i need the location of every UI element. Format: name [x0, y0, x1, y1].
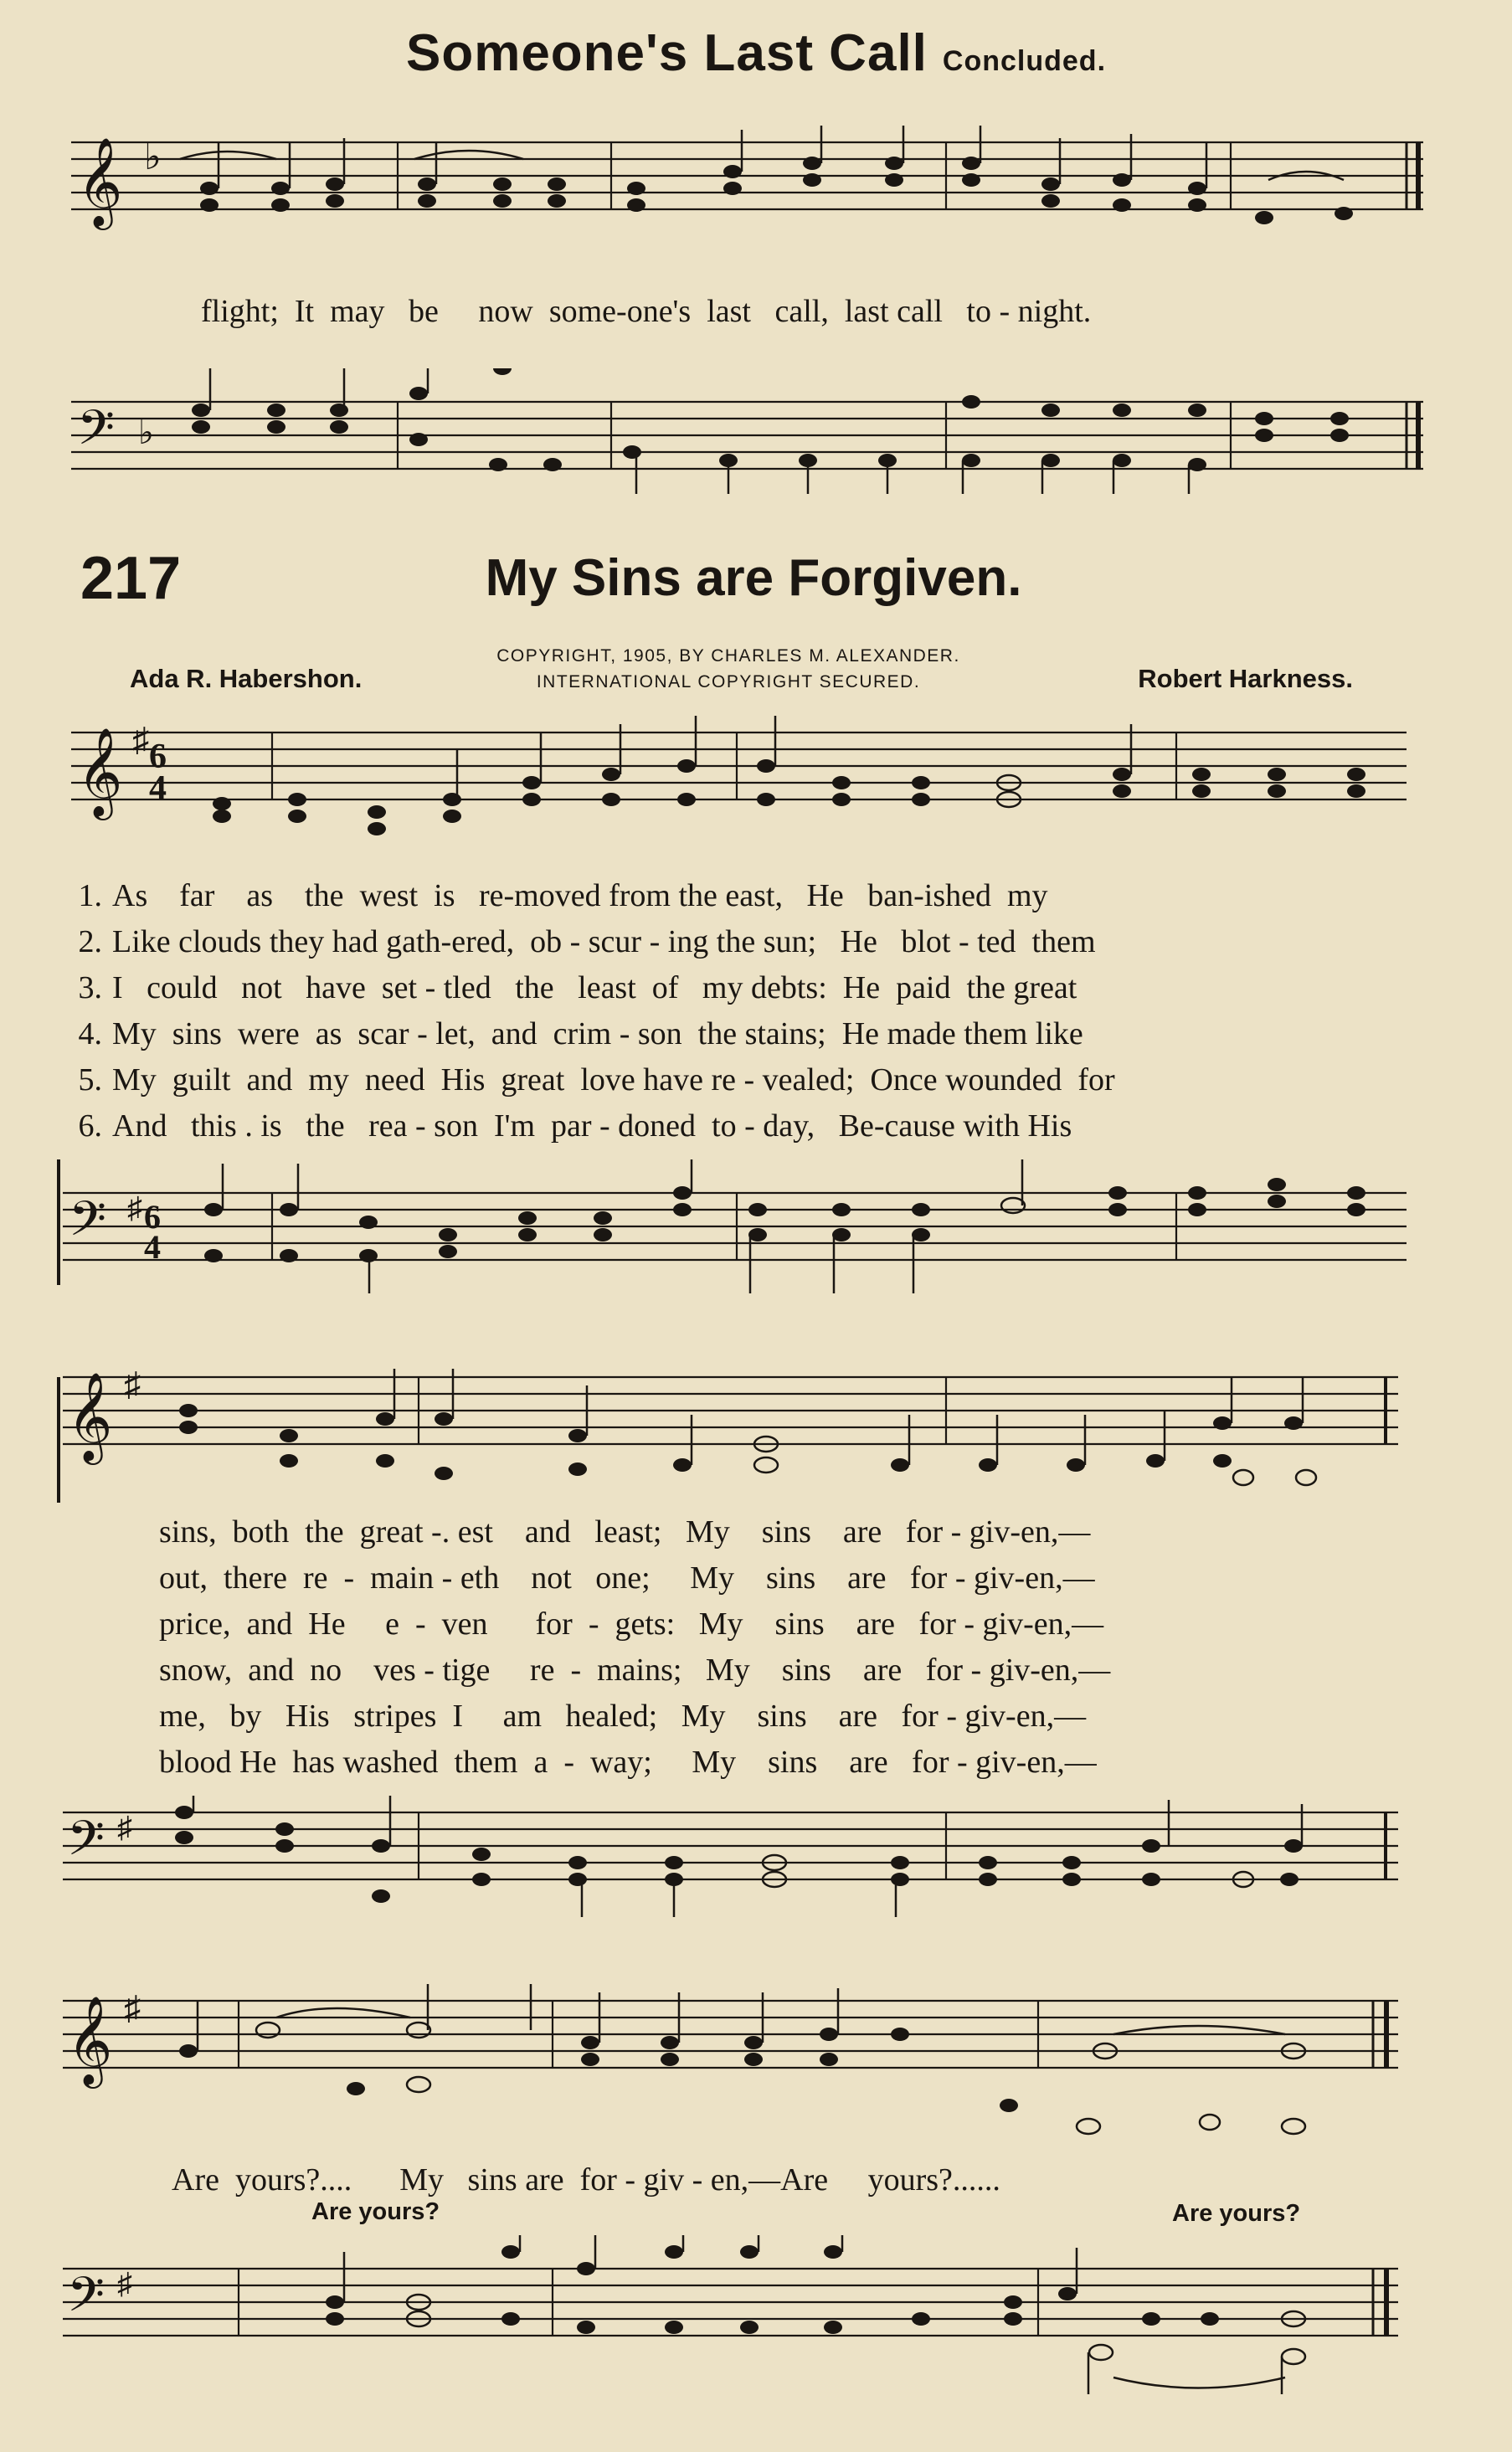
- svg-text:𝄢: 𝄢: [69, 1194, 107, 1258]
- verse-5-line-1: 5. My guilt and my need His great love have re - vealed; Once wounded for: [78, 1062, 1115, 1097]
- svg-text:♭: ♭: [144, 136, 162, 177]
- previous-hymn-treble-staff: [0, 126, 1512, 251]
- svg-text:4: 4: [144, 1228, 161, 1266]
- verse-4-line-1: 4. My sins were as scar - let, and crim - son the stains; He made them like: [78, 1016, 1083, 1051]
- svg-text:𝄞: 𝄞: [67, 1997, 113, 2083]
- hymn-title: My Sins are Forgiven.: [485, 549, 1022, 607]
- system-2-bass-staff: [0, 1796, 1512, 1921]
- svg-text:4: 4: [149, 769, 167, 808]
- verse-2-line-1: 2. Like clouds they had gath-ered, ob - scur - ing the sun; He blot - ted them: [78, 924, 1096, 959]
- svg-text:𝄞: 𝄞: [67, 1374, 113, 1459]
- author-credit: Ada R. Habershon.: [130, 664, 363, 693]
- previous-hymn-title: [0, 23, 1512, 83]
- system-3-bass-staff: [0, 2235, 1512, 2403]
- system-1-bass-staff: [0, 1159, 1512, 1302]
- svg-text:𝄞: 𝄞: [77, 729, 123, 815]
- svg-text:♯: ♯: [127, 1191, 142, 1225]
- previous-hymn-bass-staff: [0, 368, 1512, 494]
- verse-6-line-2: blood He has washed them a - way; My sins are for - giv-en,—: [159, 1745, 1097, 1780]
- verse-3-line-1: 3. I could not have set - tled the least of my debts: He paid the great: [78, 970, 1077, 1005]
- system-3-treble-staff: [0, 1984, 1512, 2151]
- svg-text:𝄢: 𝄢: [77, 403, 116, 467]
- system-1-treble-staff: [0, 716, 1512, 858]
- previous-hymn-lyric: flight; It may be now some-one's last call, last call to - night.: [201, 294, 1092, 329]
- svg-text:♯: ♯: [124, 1989, 141, 2027]
- svg-text:𝄢: 𝄢: [67, 2270, 105, 2334]
- previous-hymn-title-text: Someone's Last Call: [405, 24, 928, 82]
- svg-text:♯: ♯: [117, 2267, 132, 2300]
- verse-4-line-2: snow, and no ves - tige re - mains; My sins are for - giv-en,—: [159, 1653, 1111, 1688]
- svg-text:6: 6: [149, 738, 167, 776]
- svg-text:♯: ♯: [117, 1811, 132, 1844]
- verse-2-line-2: out, there re - main - eth not one; My sins are for - giv-en,—: [159, 1560, 1095, 1596]
- system-2-treble-staff: [0, 1360, 1512, 1503]
- echo-right: Are yours?: [1172, 2200, 1301, 2227]
- svg-text:𝄞: 𝄞: [77, 139, 123, 224]
- verse-3-line-2: price, and He e - ven for - gets: My sins are for - giv-en,—: [159, 1606, 1104, 1642]
- verse-1-line-2: sins, both the great -. est and least; My sins are for - giv-en,—: [159, 1514, 1091, 1550]
- svg-text:𝄢: 𝄢: [67, 1813, 105, 1878]
- hymn-number: 217: [80, 545, 182, 612]
- svg-text:♭: ♭: [138, 414, 154, 451]
- composer-credit: Robert Harkness.: [1138, 664, 1353, 693]
- previous-hymn-suffix: Concluded.: [942, 45, 1107, 77]
- verse-6-line-1: 6. And this . is the rea - son I'm par - doned to - day, Be-cause with His: [78, 1108, 1072, 1144]
- svg-text:6: 6: [144, 1198, 161, 1236]
- verse-5-line-2: me, by His stripes I am healed; My sins are for - giv-en,—: [159, 1699, 1087, 1734]
- echo-left: Are yours?: [311, 2198, 440, 2225]
- copyright-line-2: INTERNATIONAL COPYRIGHT SECURED.: [536, 672, 921, 691]
- verse-1-line-1: 1. As far as the west is re-moved from the east, He ban-ished my: [78, 878, 1048, 913]
- chorus-lyric: Are yours?.... My sins are for - giv - en,—Are yours?......: [172, 2162, 1000, 2198]
- svg-text:♯: ♯: [124, 1365, 141, 1403]
- svg-text:♯: ♯: [132, 721, 149, 758]
- copyright-line-1: COPYRIGHT, 1905, BY CHARLES M. ALEXANDER.: [496, 646, 960, 666]
